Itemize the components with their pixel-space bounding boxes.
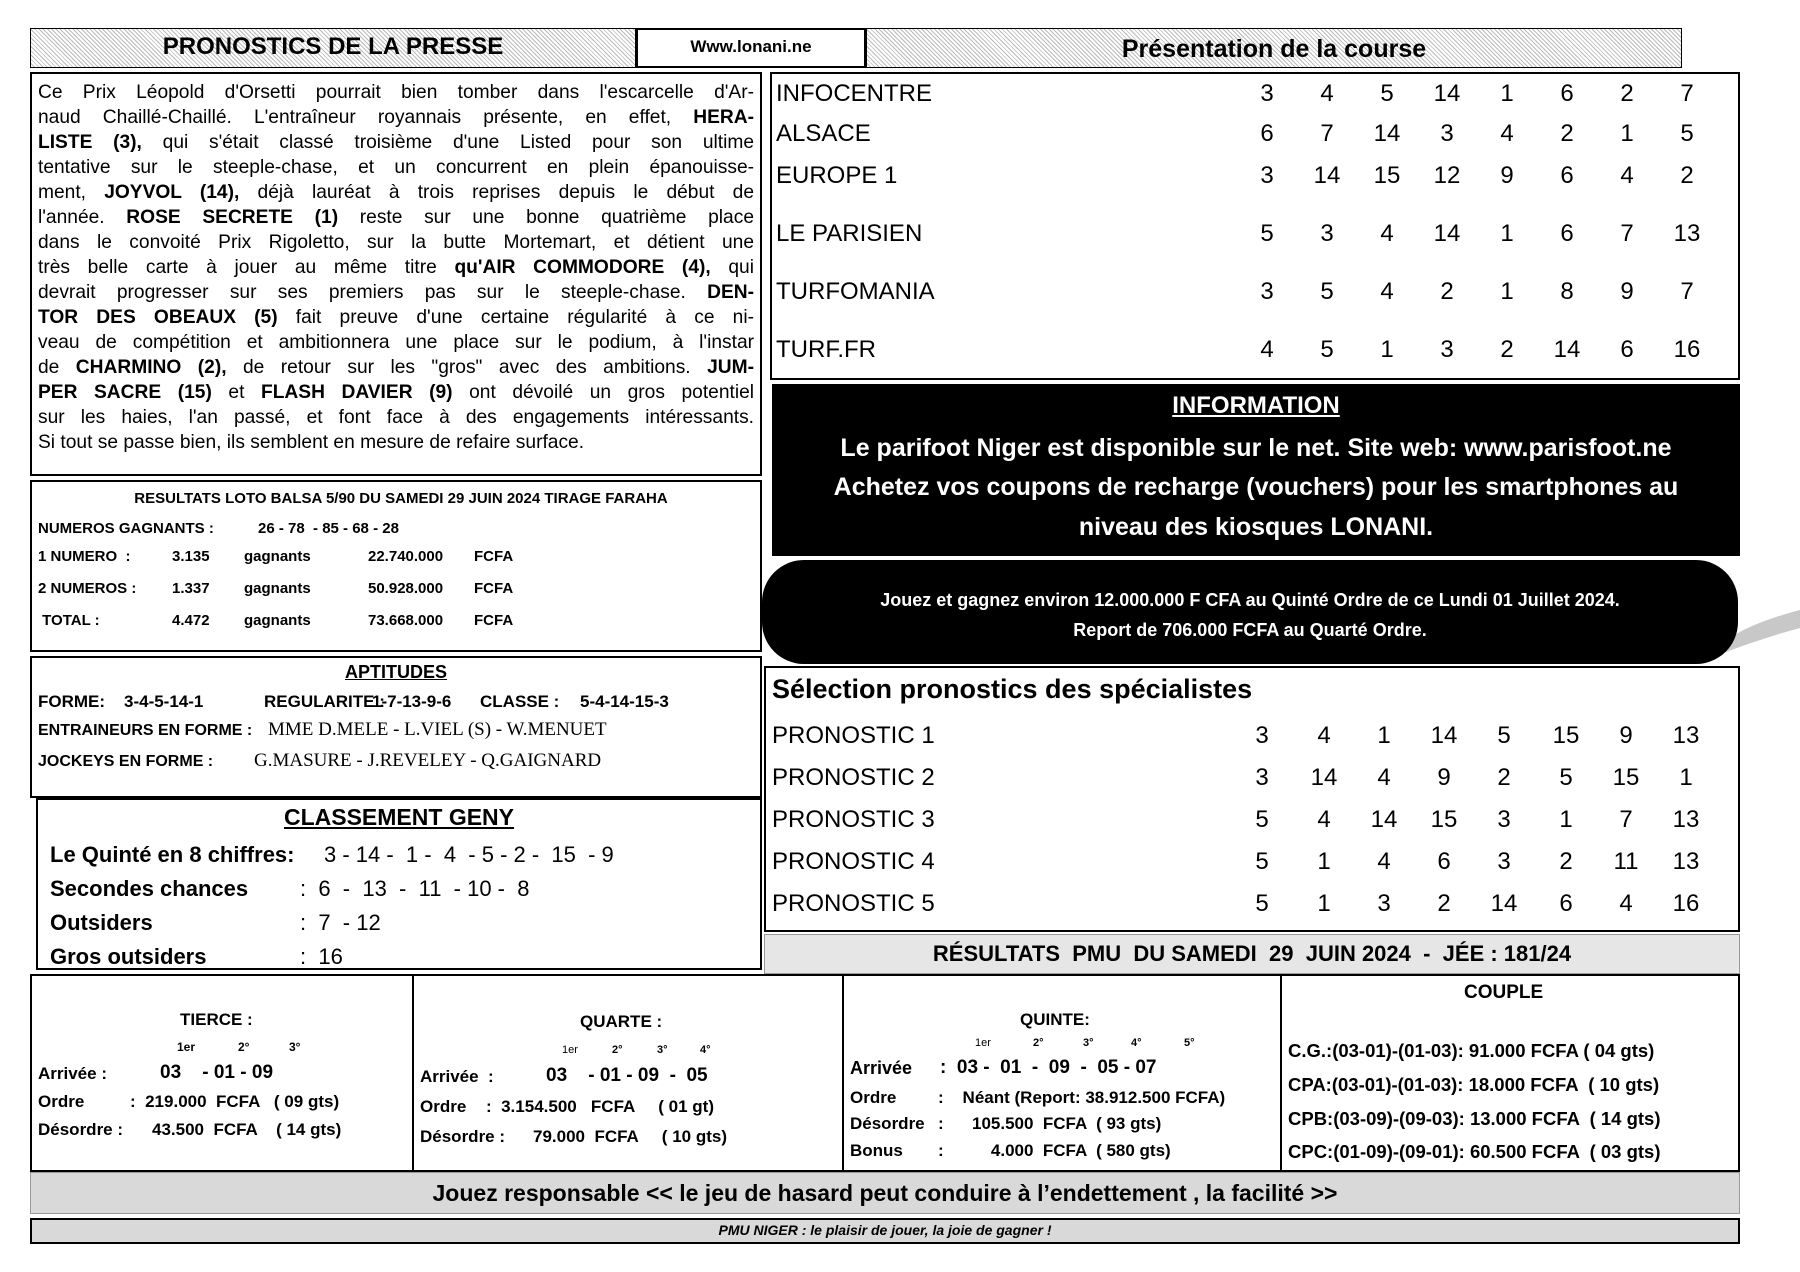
selection-row-number: 3 bbox=[1377, 890, 1391, 917]
selection-row-name: PRONOSTIC 2 bbox=[772, 764, 935, 791]
loto-label: TOTAL : bbox=[38, 612, 100, 629]
article-line: PER SACRE (15) et FLASH DAVIER (9) ont dévoilé un gros potentiel bbox=[38, 382, 755, 403]
article-line: devrait progresser sur ses premiers pas sur le steeple-chase. DEN- bbox=[38, 282, 754, 303]
selection-row-name: PRONOSTIC 5 bbox=[772, 890, 935, 917]
press-row-number: 2 bbox=[1440, 278, 1454, 305]
selection-row-name: PRONOSTIC 3 bbox=[772, 806, 935, 833]
geny-label: Secondes chances bbox=[50, 876, 249, 901]
selection-row-number: 1 bbox=[1317, 890, 1331, 917]
selection-row-number: 11 bbox=[1613, 848, 1639, 875]
press-row-name: LE PARISIEN bbox=[776, 220, 923, 247]
selection-row-number: 13 bbox=[1672, 722, 1700, 749]
loto-winning-numbers: 26 - 78 - 85 - 68 - 28 bbox=[258, 520, 399, 537]
geny-value: : 7 - 12 bbox=[300, 910, 381, 935]
press-row-number: 4 bbox=[1380, 220, 1394, 247]
press-row-name: TURFOMANIA bbox=[776, 278, 935, 305]
press-row-number: 7 bbox=[1620, 220, 1634, 247]
article-text bbox=[38, 80, 754, 455]
geny-title: CLASSEMENT GENY bbox=[283, 804, 515, 830]
tierce-ordre: : 219.000 FCFA ( 09 gts) bbox=[130, 1092, 340, 1111]
press-row-number: 1 bbox=[1380, 336, 1394, 363]
press-row-number: 1 bbox=[1500, 220, 1514, 247]
loto-amount: 73.668.000 bbox=[368, 612, 444, 629]
jockeys-label: JOCKEYS EN FORME : bbox=[38, 753, 214, 770]
selection-row-number: 14 bbox=[1490, 890, 1518, 917]
quinte-ordre: : Néant (Report: 38.912.500 FCFA) bbox=[938, 1088, 1226, 1107]
tierce-place-2: 2° bbox=[238, 1040, 250, 1054]
course-header-title: Présentation de la course bbox=[1121, 35, 1427, 63]
couple-row-4: CPC:(01-09)-(09-01): 60.500 FCFA ( 03 gts) bbox=[1288, 1141, 1661, 1162]
press-row-number: 14 bbox=[1313, 162, 1341, 189]
quarte-desordre: 79.000 FCFA ( 10 gts) bbox=[533, 1127, 727, 1146]
press-header-title: PRONOSTICS DE LA PRESSE bbox=[162, 33, 504, 60]
quinte-bonus-label: Bonus bbox=[850, 1141, 903, 1160]
slogan-text: PMU NIGER : le plaisir de jouer, la joie de gagner ! bbox=[718, 1222, 1052, 1238]
article-line: veau de compétition et ambitionnera une place sur le podium, à l'instar bbox=[38, 332, 754, 353]
selection-row-number: 4 bbox=[1619, 890, 1633, 917]
loto-count: 1.337 bbox=[172, 580, 210, 597]
selection-row-number: 3 bbox=[1255, 722, 1269, 749]
tierce-title: TIERCE : bbox=[180, 1010, 253, 1029]
geny-label: Outsiders bbox=[50, 910, 153, 935]
classe-value: 5-4-14-15-3 bbox=[580, 692, 669, 711]
info-line-2: Achetez vos coupons de recharge (vouchers) pour les smartphones au bbox=[833, 473, 1679, 501]
press-row-number: 14 bbox=[1553, 336, 1581, 363]
selection-row-number: 15 bbox=[1612, 764, 1640, 791]
article-line: très belle carte à jouer au même titre qu'AIR COMMODORE (4), qui bbox=[38, 257, 754, 278]
selection-row-number: 1 bbox=[1377, 722, 1391, 749]
quinte-place-4: 4° bbox=[1131, 1037, 1142, 1049]
tierce-arrivee: 03 - 01 - 09 bbox=[160, 1062, 274, 1083]
press-row-number: 1 bbox=[1500, 278, 1514, 305]
quarte-desordre-label: Désordre : bbox=[420, 1127, 506, 1146]
selection-row-number: 1 bbox=[1559, 806, 1573, 833]
press-row-name: INFOCENTRE bbox=[776, 80, 932, 107]
quarte-ordre: : 3.154.500 FCFA ( 01 gt) bbox=[486, 1097, 714, 1116]
article-line: naud Chaillé-Chaillé. L'entraîneur royannais présente, en effet, HERA- bbox=[38, 107, 754, 128]
press-row-number: 4 bbox=[1260, 336, 1274, 363]
press-row-number: 2 bbox=[1620, 80, 1634, 107]
selection-row-number: 3 bbox=[1497, 806, 1511, 833]
press-row-number: 3 bbox=[1320, 220, 1334, 247]
selection-row-number: 13 bbox=[1672, 848, 1700, 875]
jackpot-line-1: Jouez et gagnez environ 12.000.000 F CFA au Quinté Ordre de ce Lundi 01 Juillet 2024. bbox=[880, 590, 1620, 610]
quinte-ordre-label: Ordre bbox=[850, 1088, 897, 1107]
loto-g: gagnants bbox=[244, 612, 311, 629]
quinte-desordre-label: Désordre bbox=[850, 1114, 925, 1133]
selection-row-number: 14 bbox=[1370, 806, 1398, 833]
info-line-1: Le parifoot Niger est disponible sur le net. Site web: www.parisfoot.ne bbox=[840, 434, 1672, 462]
article-line: de CHARMINO (2), de retour sur les "gros" avec des ambitions. JUM- bbox=[38, 357, 754, 378]
quinte-arrivee-label: Arrivée bbox=[850, 1058, 913, 1078]
press-row-number: 6 bbox=[1560, 220, 1574, 247]
info-title: INFORMATION bbox=[1172, 392, 1340, 419]
selection-row-number: 2 bbox=[1497, 764, 1511, 791]
selection-row-number: 5 bbox=[1497, 722, 1511, 749]
press-row-number: 6 bbox=[1560, 162, 1574, 189]
quinte-place-3: 3° bbox=[1083, 1037, 1094, 1049]
press-row-number: 5 bbox=[1380, 80, 1394, 107]
press-row-number: 14 bbox=[1373, 120, 1401, 147]
quarte-ordre-label: Ordre bbox=[420, 1097, 467, 1116]
press-row-number: 7 bbox=[1680, 80, 1694, 107]
quinte-bonus: : 4.000 FCFA ( 580 gts) bbox=[938, 1141, 1171, 1160]
loto-amount: 22.740.000 bbox=[368, 548, 444, 565]
press-row-number: 14 bbox=[1433, 220, 1461, 247]
press-row-number: 7 bbox=[1320, 120, 1334, 147]
press-row-number: 1 bbox=[1500, 80, 1514, 107]
quinte-place-1: 1er bbox=[975, 1037, 991, 1049]
press-row-name: ALSACE bbox=[776, 120, 871, 147]
selection-row-number: 3 bbox=[1497, 848, 1511, 875]
selection-row-number: 3 bbox=[1255, 764, 1269, 791]
geny-value: 3 - 14 - 1 - 4 - 5 - 2 - 15 - 9 bbox=[324, 842, 614, 867]
entraineurs-label: ENTRAINEURS EN FORME : bbox=[38, 722, 253, 739]
classe-label: CLASSE : bbox=[480, 692, 560, 711]
quinte-title: QUINTE: bbox=[1020, 1010, 1090, 1029]
geny-value: : 6 - 13 - 11 - 10 - 8 bbox=[300, 876, 530, 901]
press-row-number: 15 bbox=[1373, 162, 1401, 189]
info-line-3: niveau des kiosques LONANI. bbox=[1078, 513, 1434, 541]
loto-g: gagnants bbox=[244, 548, 311, 565]
geny-rows bbox=[36, 830, 762, 970]
selection-row-number: 16 bbox=[1672, 890, 1700, 917]
selection-row-number: 9 bbox=[1437, 764, 1451, 791]
quinte-arrivee: : 03 - 01 - 09 - 05 - 07 bbox=[940, 1057, 1157, 1078]
entraineurs-value: MME D.MELE - L.VIEL (S) - W.MENUET bbox=[268, 719, 607, 740]
geny-label: Le Quinté en 8 chiffres: bbox=[50, 842, 295, 867]
pmu-title: RÉSULTATS PMU DU SAMEDI 29 JUIN 2024 - JÉE : 181/24 bbox=[932, 941, 1572, 966]
press-row-number: 3 bbox=[1440, 120, 1454, 147]
loto-title: RESULTATS LOTO BALSA 5/90 DU SAMEDI 29 JUIN 2024 TIRAGE FARAHA bbox=[134, 490, 668, 507]
jackpot-line-2: Report de 706.000 FCFA au Quarté Ordre. bbox=[1073, 620, 1427, 640]
regularite-label: REGULARITE : bbox=[264, 692, 385, 711]
press-row-number: 5 bbox=[1320, 336, 1334, 363]
press-row-number: 16 bbox=[1673, 336, 1701, 363]
loto-rows bbox=[30, 548, 762, 648]
quarte-title: QUARTE : bbox=[580, 1012, 663, 1031]
selection-row-number: 5 bbox=[1255, 848, 1269, 875]
press-rows bbox=[770, 72, 1740, 380]
press-row-number: 12 bbox=[1433, 162, 1461, 189]
selection-row-number: 5 bbox=[1255, 890, 1269, 917]
press-row-number: 3 bbox=[1260, 278, 1274, 305]
press-row-number: 3 bbox=[1260, 80, 1274, 107]
selection-row-number: 15 bbox=[1552, 722, 1580, 749]
press-row-number: 6 bbox=[1620, 336, 1634, 363]
press-row-number: 5 bbox=[1320, 278, 1334, 305]
selection-row-number: 14 bbox=[1430, 722, 1458, 749]
press-row-number: 8 bbox=[1560, 278, 1574, 305]
geny-label: Gros outsiders bbox=[50, 944, 207, 969]
quinte-place-5: 5° bbox=[1184, 1037, 1195, 1049]
selection-row-name: PRONOSTIC 1 bbox=[772, 722, 935, 749]
article-line: dans le convoité Prix Rigoletto, sur la butte Mortemart, et détient une bbox=[38, 232, 754, 253]
jockeys-value: G.MASURE - J.REVELEY - Q.GAIGNARD bbox=[254, 750, 602, 771]
press-row-name: EUROPE 1 bbox=[776, 162, 898, 189]
press-row-number: 9 bbox=[1620, 278, 1634, 305]
press-row-number: 13 bbox=[1673, 220, 1701, 247]
aptitudes-title: APTITUDES bbox=[344, 662, 447, 682]
quinte-desordre: : 105.500 FCFA ( 93 gts) bbox=[938, 1114, 1162, 1133]
tierce-place-3: 3° bbox=[289, 1040, 301, 1054]
loto-cur: FCFA bbox=[474, 612, 514, 629]
selection-row-number: 4 bbox=[1317, 806, 1331, 833]
article-line: LISTE (3), qui s'était classé troisième d'une Listed pour son ultime bbox=[38, 132, 755, 153]
press-row-number: 6 bbox=[1560, 80, 1574, 107]
press-row-number: 9 bbox=[1500, 162, 1514, 189]
selection-row-number: 14 bbox=[1310, 764, 1338, 791]
loto-count: 3.135 bbox=[172, 548, 210, 565]
loto-label: 1 NUMERO : bbox=[38, 548, 131, 565]
loto-count: 4.472 bbox=[172, 612, 210, 629]
quarte-place-1: 1er bbox=[562, 1044, 578, 1056]
site-link[interactable]: Www.lonani.ne bbox=[690, 37, 812, 56]
selection-row-number: 9 bbox=[1619, 722, 1633, 749]
quarte-place-4: 4° bbox=[700, 1044, 711, 1056]
press-row-number: 5 bbox=[1680, 120, 1694, 147]
press-row-number: 5 bbox=[1260, 220, 1274, 247]
tierce-place-1: 1er bbox=[177, 1040, 196, 1054]
selection-row-number: 7 bbox=[1619, 806, 1633, 833]
press-row-number: 7 bbox=[1680, 278, 1694, 305]
responsible-text: Jouez responsable << le jeu de hasard peut conduire à l’endettement , la facilité >> bbox=[432, 1180, 1338, 1206]
quarte-arrivee-label: Arrivée : bbox=[420, 1067, 494, 1086]
quarte-place-2: 2° bbox=[612, 1044, 623, 1056]
selection-row-number: 4 bbox=[1317, 722, 1331, 749]
press-row-number: 1 bbox=[1620, 120, 1634, 147]
couple-row-3: CPB:(03-09)-(09-03): 13.000 FCFA ( 14 gts) bbox=[1288, 1108, 1661, 1129]
article-line: tentative sur le steeple-chase, et un concurrent en plein épanouisse- bbox=[38, 157, 754, 178]
selection-rows bbox=[764, 666, 1740, 932]
selection-row-number: 2 bbox=[1559, 848, 1573, 875]
couple-row-1: C.G.:(03-01)-(01-03): 91.000 FCFA ( 04 gts) bbox=[1288, 1040, 1655, 1061]
article-line: TOR DES OBEAUX (5) fait preuve d'une certaine régularité à ce ni- bbox=[38, 307, 754, 328]
loto-amount: 50.928.000 bbox=[368, 580, 444, 597]
quarte-arrivee: 03 - 01 - 09 - 05 bbox=[546, 1065, 708, 1086]
press-row-number: 4 bbox=[1620, 162, 1634, 189]
selection-row-number: 5 bbox=[1559, 764, 1573, 791]
press-row-number: 3 bbox=[1260, 162, 1274, 189]
selection-row-number: 1 bbox=[1317, 848, 1331, 875]
jackpot-box bbox=[762, 560, 1738, 664]
selection-row-number: 4 bbox=[1377, 764, 1391, 791]
selection-row-number: 2 bbox=[1437, 890, 1451, 917]
press-row-number: 14 bbox=[1433, 80, 1461, 107]
press-row-number: 6 bbox=[1260, 120, 1274, 147]
loto-winning-label: NUMEROS GAGNANTS : bbox=[38, 520, 214, 537]
article-line: l'année. ROSE SECRETE (1) reste sur une bonne quatrième place bbox=[38, 207, 754, 228]
selection-row-name: PRONOSTIC 4 bbox=[772, 848, 935, 875]
selection-row-number: 6 bbox=[1437, 848, 1451, 875]
press-row-number: 2 bbox=[1680, 162, 1694, 189]
selection-row-number: 4 bbox=[1377, 848, 1391, 875]
press-row-number: 4 bbox=[1380, 278, 1394, 305]
selection-row-number: 1 bbox=[1679, 764, 1693, 791]
tierce-desordre: 43.500 FCFA ( 14 gts) bbox=[152, 1120, 342, 1139]
press-row-number: 4 bbox=[1500, 120, 1514, 147]
article-line: ment, JOYVOL (14), déjà lauréat à trois reprises depuis le début de bbox=[38, 182, 754, 203]
press-row-number: 3 bbox=[1440, 336, 1454, 363]
geny-value: : 16 bbox=[300, 944, 343, 969]
selection-row-number: 5 bbox=[1255, 806, 1269, 833]
selection-row-number: 6 bbox=[1559, 890, 1573, 917]
press-row-number: 2 bbox=[1500, 336, 1514, 363]
selection-row-number: 13 bbox=[1672, 806, 1700, 833]
forme-label: FORME: bbox=[38, 692, 106, 711]
couple-title: COUPLE bbox=[1464, 982, 1544, 1003]
press-row-number: 2 bbox=[1560, 120, 1574, 147]
tierce-ordre-label: Ordre bbox=[38, 1092, 85, 1111]
selection-row-number: 15 bbox=[1430, 806, 1458, 833]
loto-cur: FCFA bbox=[474, 548, 514, 565]
forme-value: 3-4-5-14-1 bbox=[124, 692, 204, 711]
loto-cur: FCFA bbox=[474, 580, 514, 597]
couple-row-2: CPA:(03-01)-(01-03): 18.000 FCFA ( 10 gts) bbox=[1288, 1074, 1660, 1095]
quinte-place-2: 2° bbox=[1033, 1037, 1044, 1049]
loto-label: 2 NUMEROS : bbox=[38, 580, 137, 597]
quarte-place-3: 3° bbox=[657, 1044, 668, 1056]
loto-g: gagnants bbox=[244, 580, 311, 597]
selection-title: Sélection pronostics des spécialistes bbox=[772, 674, 1253, 704]
tierce-desordre-label: Désordre : bbox=[38, 1120, 124, 1139]
article-line: sur les haies, l'an passé, et font face à des engagements intéressants. bbox=[38, 407, 754, 428]
tierce-arrivee-label: Arrivée : bbox=[38, 1064, 107, 1083]
press-row-name: TURF.FR bbox=[776, 336, 876, 363]
article-line: Ce Prix Léopold d'Orsetti pourrait bien tomber dans l'escarcelle d'Ar- bbox=[38, 82, 754, 103]
article-line: Si tout se passe bien, ils semblent en mesure de refaire surface. bbox=[38, 432, 585, 453]
regularite-value: 1-7-13-9-6 bbox=[372, 692, 452, 711]
press-row-number: 4 bbox=[1320, 80, 1334, 107]
